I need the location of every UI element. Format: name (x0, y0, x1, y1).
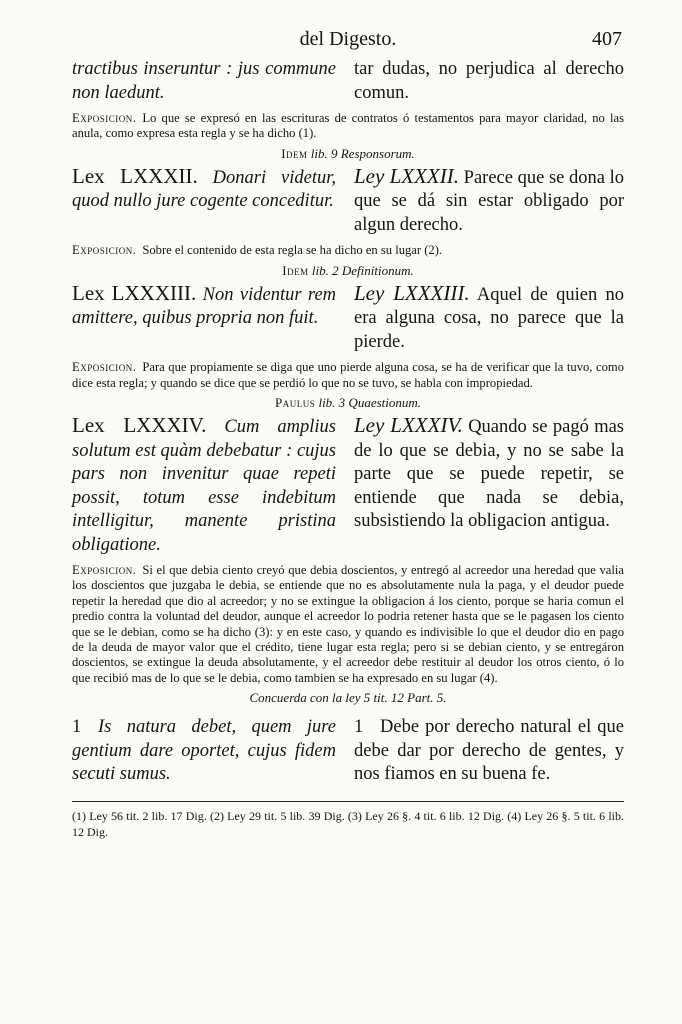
source-82: Idem lib. 9 Responsorum. (281, 145, 415, 161)
ley-heading: Ley LXXXIV. (354, 413, 463, 438)
rule-83-row (72, 281, 624, 355)
lex-heading: Lex LXXXII. (72, 163, 198, 188)
latin-continuation: tractibus inseruntur : jus commune non laedunt. (72, 59, 336, 103)
paragraph-1-row (72, 716, 624, 787)
spanish-rule-83: Ley LXXXIII. Aquel de quien no era alguna cosa, no parece que la pierde. (354, 280, 624, 352)
footnote-divider (72, 801, 624, 802)
exposicion-text: Lo que se expresó en las escrituras de contratos ó testamentos para mayor claridad, no las anula, como expresa esta regla y se ha dicho (1). (72, 111, 624, 141)
concordance-note: Concuerda con la ley 5 tit. 12 Part. 5. (249, 690, 447, 706)
latin-paragraph-1: 1 Is natura debet, quem jure gentium dare oportet, cujus fidem secuti sumus. (72, 717, 336, 785)
source-83: Idem lib. 2 Definitionum. (282, 262, 414, 278)
exposicion-84: Exposicion. Si el que debia ciento creyó que debia doscientos, y entregó al acreedor una heredad que valia los doscientos que juzgaba le debia, se entiende que no es absolutamente nula la paga, y el deudor puede repetir la heredad que dio al acreedor; y no se extingue la obligacion á los ciento, porque se haria comun el predio contra la voluntad del deudor, aunque el acreedor lo podria retener hasta que se le pagasen los ciento que se le debian, como se ha dicho (3): y en este caso, y quando es indivisible lo que el deudor dio en pago de la deuda de mayor valor que el crédito, tiene lugar esta regla; pero si se debian ciento, y se entregáron doscientos, se extingue la deuda absolutamente, y el acreedor debe restituir al deudor los otros ciento, ó lo que recibió mas de lo que se le debia, como tambien se ha expresado en su lugar (4). (72, 563, 624, 685)
exposicion-83: Exposicion. Para que propiamente se diga que uno pierde alguna cosa, se ha de verificar que la tuvo, como dice esta regla; y quando se dice que se perdió lo que no se tuvo, se habla con impropiedad. (72, 360, 624, 390)
document-page (72, 28, 624, 840)
exposicion-82: Exposicion. Sobre el contenido de esta regla se ha dicho en su lugar (2). (72, 243, 443, 258)
latin-rule-83: Lex LXXXIII. Non videntur rem amittere, quibus propria non fuit. (72, 280, 337, 329)
spanish-continuation: tar dudas, no perjudica al derecho comun. (354, 59, 624, 103)
paragraph-number: 1 (72, 717, 82, 738)
exposicion-label: Exposicion. (72, 111, 137, 125)
continuation-row (72, 58, 624, 105)
latin-rule-84: Lex LXXXIV. Cum amplius solutum est quàm debebatur : cujus pars non invenitur quae repeti possit, totum esse indebitum intelligitur, manente pristina obligatione. (72, 413, 336, 555)
running-head: del Digesto. (299, 28, 397, 50)
paragraph-number: 1 (354, 717, 364, 738)
exposicion-81 (72, 111, 624, 142)
spanish-rule-82: Ley LXXXII. Parece que se dona lo que se dá sin estar obligado por algun derecho. (354, 163, 624, 235)
page-header (72, 28, 624, 58)
spanish-rule-84: Ley LXXXIV. Quando se pagó mas de lo que se debia, y no se sabe la parte que se puede repetir, se entiende que nada se debia, subsistiendo la obligacion antigua. (354, 413, 624, 532)
footnotes: (1) Ley 56 tit. 2 lib. 17 Dig. (2) Ley 29 tit. 5 lib. 39 Dig. (3) Ley 26 §. 4 tit. 6 lib. 12 Dig. (4) Ley 26 §. 5 tit. 6 lib. 12 Dig. (72, 808, 624, 839)
lex-heading: Lex LXXXIII. (72, 280, 197, 305)
rule-82-row (72, 164, 624, 238)
latin-rule-82: Lex LXXXII. Donari videtur, quod nullo jure cogente conceditur. (72, 163, 336, 212)
ley-heading: Ley LXXXIII. (354, 280, 470, 305)
ley-heading: Ley LXXXII. (354, 163, 459, 188)
rule-84-row (72, 413, 624, 557)
spanish-paragraph-1: 1 Debe por derecho natural el que debe dar por derecho de gentes, y nos fiamos en su buena fe. (354, 717, 624, 785)
source-84: Paulus lib. 3 Quaestionum. (274, 395, 422, 411)
page-number: 407 (592, 28, 622, 50)
lex-heading: Lex LXXXIV. (72, 413, 207, 438)
